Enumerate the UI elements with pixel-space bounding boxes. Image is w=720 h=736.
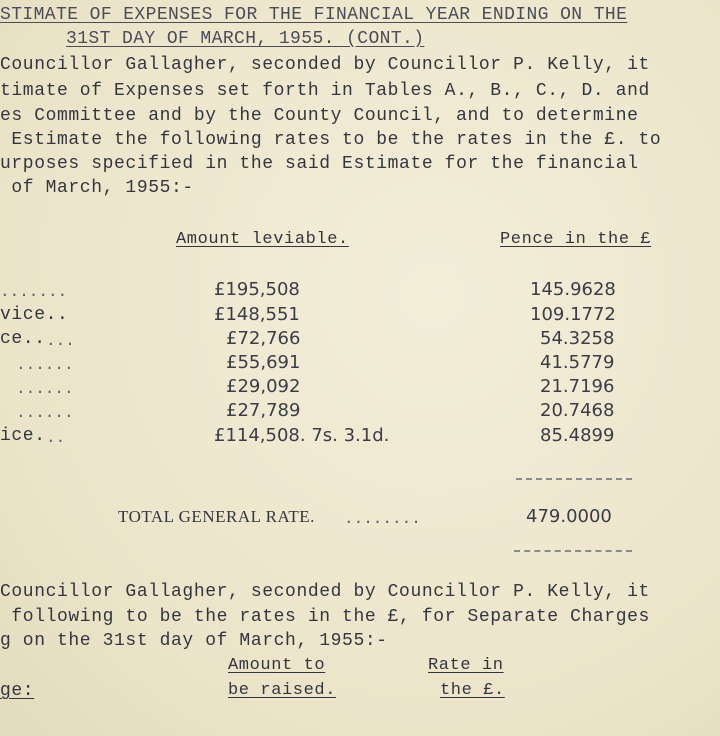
row-leader: ...... [16, 380, 74, 398]
resolution2-line-1: Councillor Gallagher, seconded by Councillor P. Kelly, it [0, 582, 650, 602]
row-pence: 54.3258 [540, 328, 615, 349]
row-label: ice. [0, 426, 46, 446]
row-pence: 20.7468 [540, 400, 615, 421]
table2-header-amount-1: Amount to [228, 656, 326, 675]
resolution1-line-2: timate of Expenses set forth in Tables A., B., C., D. and [0, 81, 650, 101]
row-amount: £114,508. 7s. 3.1d. [214, 425, 390, 446]
table2-header-rate-2: the £. [440, 681, 505, 700]
table2-header-amount-2: be raised. [228, 681, 337, 700]
row-label: ce.. [0, 329, 46, 349]
heading-line-1: STIMATE OF EXPENSES FOR THE FINANCIAL YEAR ENDING ON THE [0, 5, 628, 25]
row-label: vice.. [0, 305, 69, 325]
row-pence: 85.4899 [540, 425, 615, 446]
row-amount: £29,092 [226, 376, 301, 397]
row-pence: 41.5779 [540, 352, 615, 373]
total-leader: ........ [344, 510, 421, 528]
row-leader: ...... [16, 356, 74, 374]
row-amount: £55,691 [226, 352, 301, 373]
resolution2-line-3: g on the 31st day of March, 1955:- [0, 631, 388, 651]
row-amount: £148,551 [214, 304, 300, 325]
resolution1-line-6: of March, 1955:- [0, 178, 194, 198]
row-leader: .. [46, 429, 66, 447]
resolution1-line-3: es Committee and by the County Council, and to determine [0, 106, 639, 126]
heading-line-2: 31ST DAY OF MARCH, 1955. (CONT.) [66, 29, 425, 49]
row-amount: £27,789 [226, 400, 301, 421]
resolution1-line-1: Councillor Gallagher, seconded by Councillor P. Kelly, it [0, 55, 650, 75]
row-amount: £72,766 [226, 328, 301, 349]
sum-rule-top [516, 478, 632, 480]
column-header-pence: Pence in the £ [500, 230, 652, 249]
row-amount: £195,508 [214, 279, 300, 300]
sum-rule-bottom [514, 550, 632, 552]
table2-row-label: ge: [0, 681, 35, 701]
row-leader: ....... [0, 283, 68, 301]
resolution1-line-4: Estimate the following rates to be the rates in the £. to [0, 130, 662, 150]
total-label: TOTAL GENERAL RATE. [118, 507, 315, 526]
resolution2-line-2: following to be the rates in the £, for Separate Charges [0, 607, 650, 627]
row-leader: ...... [16, 404, 74, 422]
row-pence: 21.7196 [540, 376, 615, 397]
table2-header-rate-1: Rate in [428, 656, 504, 675]
column-header-amount: Amount leviable. [176, 230, 349, 249]
total-value: 479.0000 [526, 506, 612, 527]
row-pence: 109.1772 [530, 304, 616, 325]
row-leader: ... [46, 332, 75, 350]
resolution1-line-5: urposes specified in the said Estimate for the financial [0, 154, 639, 174]
row-pence: 145.9628 [530, 279, 616, 300]
